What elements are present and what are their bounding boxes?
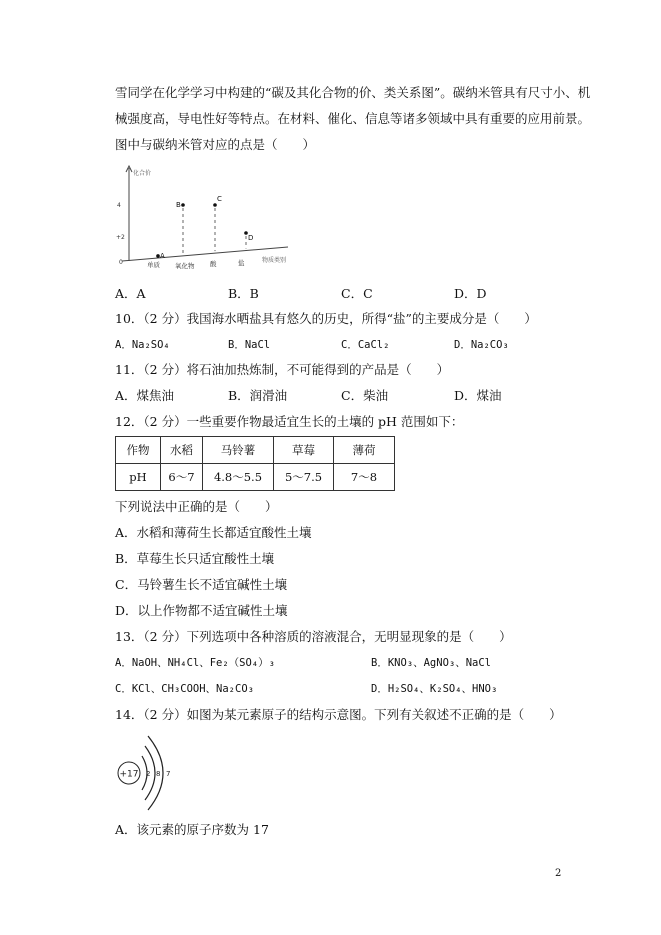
table-row xyxy=(116,464,395,491)
page-number: 2 xyxy=(555,868,562,879)
point-d-label: D xyxy=(248,234,254,242)
category-label-elemental: 单质 xyxy=(147,261,160,269)
point-b-label: B xyxy=(176,201,181,209)
q10-option-d: D．Na₂CO₃ xyxy=(454,339,509,351)
point-b xyxy=(181,203,185,207)
q11-stem: 11．（2 分）将石油加热炼制，不可能得到的产品是（ ） xyxy=(115,362,450,377)
table-header-cell: 薄荷 xyxy=(334,437,395,464)
point-a-label: A xyxy=(160,251,165,260)
shell-2-electrons: 8 xyxy=(156,770,161,778)
crop-ph-table xyxy=(115,436,395,491)
y-axis-label: 化合价 xyxy=(133,170,152,177)
q10-stem: 10．（2 分）我国海水晒盐具有悠久的历史，所得“盐”的主要成分是（ ） xyxy=(115,311,537,326)
intro-line-2: 械强度高，导电性好等特点。在材料、催化、信息等诸多领域中具有重要的应用前景。 xyxy=(115,111,591,126)
table-cell: 6～7 xyxy=(161,464,203,491)
table-header-cell: 草莓 xyxy=(274,437,334,464)
shell-3-electrons: 7 xyxy=(166,770,171,778)
q12-option-a: A．水稻和薄荷生长都适宜酸性土壤 xyxy=(115,525,312,540)
q13-option-b: B．KNO₃、AgNO₃、NaCl xyxy=(371,657,492,669)
point-c xyxy=(213,203,217,207)
intro-line-1: 雪同学在化学学习中构建的“碳及其化合物的价、类关系图”。碳纳米管具有尺寸小、机 xyxy=(115,85,591,100)
q10-option-c: C．CaCl₂ xyxy=(341,339,390,351)
category-label-oxide: 氧化物 xyxy=(175,262,195,270)
q9-option-d: D．D xyxy=(454,286,487,301)
category-label-salt: 盐 xyxy=(238,259,245,267)
q13-option-d: D．H₂SO₄、K₂SO₄、HNO₃ xyxy=(371,683,498,695)
y-tick-4: 4 xyxy=(117,202,121,209)
table-cell: 5～7.5 xyxy=(274,464,334,491)
q14-stem: 14．（2 分）如图为某元素原子的结构示意图。下列有关叙述不正确的是（ ） xyxy=(115,707,562,722)
q11-option-c: C．柴油 xyxy=(341,388,389,403)
x-axis-label: 物质类别 xyxy=(262,257,287,264)
y-axis xyxy=(126,166,132,261)
q11-option-a: A．煤焦油 xyxy=(115,388,175,403)
y-tick-2: +2 xyxy=(116,234,125,241)
table-header-cell: 作物 xyxy=(116,437,161,464)
q12-option-b: B．草莓生长只适宜酸性土壤 xyxy=(115,551,275,566)
table-header-cell: 马铃薯 xyxy=(203,437,274,464)
q14-option-a: A．该元素的原子序数为 17 xyxy=(115,822,269,837)
shell-1-electrons: 2 xyxy=(146,770,151,778)
table-header-row xyxy=(116,437,395,464)
q12-prompt: 下列说法中正确的是（ ） xyxy=(115,499,278,514)
category-label-acid: 酸 xyxy=(210,260,217,268)
table-cell: 4.8～5.5 xyxy=(203,464,274,491)
atom-structure-diagram xyxy=(112,733,192,813)
q9-option-b: B．B xyxy=(228,286,259,301)
table-cell: 7～8 xyxy=(334,464,395,491)
q12-option-c: C．马铃薯生长不适宜碱性土壤 xyxy=(115,577,288,592)
valence-class-chart xyxy=(112,162,297,272)
table-cell: pH xyxy=(116,464,161,491)
nucleus-charge: +17 xyxy=(119,769,139,780)
table-header-cell: 水稻 xyxy=(161,437,203,464)
q9-option-a: A．A xyxy=(115,286,146,301)
q11-option-b: B．润滑油 xyxy=(228,388,288,403)
q9-option-c: C．C xyxy=(341,286,373,301)
q13-option-a: A．NaOH、NH₄Cl、Fe₂（SO₄）₃ xyxy=(115,657,275,669)
intro-line-3: 图中与碳纳米管对应的点是（ ） xyxy=(115,137,316,152)
q12-stem: 12．（2 分）一些重要作物最适宜生长的土壤的 pH 范围如下： xyxy=(115,414,464,429)
q10-option-a: A．Na₂SO₄ xyxy=(115,339,170,351)
q12-option-d: D．以上作物都不适宜碱性土壤 xyxy=(115,603,288,618)
q10-option-b: B．NaCl xyxy=(228,339,271,351)
q11-option-d: D．煤油 xyxy=(454,388,502,403)
point-c-label: C xyxy=(217,195,222,203)
q13-option-c: C．KCl、CH₃COOH、Na₂CO₃ xyxy=(115,683,254,695)
q13-stem: 13．（2 分）下列选项中各种溶质的溶液混合，无明显现象的是（ ） xyxy=(115,629,512,644)
y-tick-0: 0 xyxy=(119,259,123,266)
